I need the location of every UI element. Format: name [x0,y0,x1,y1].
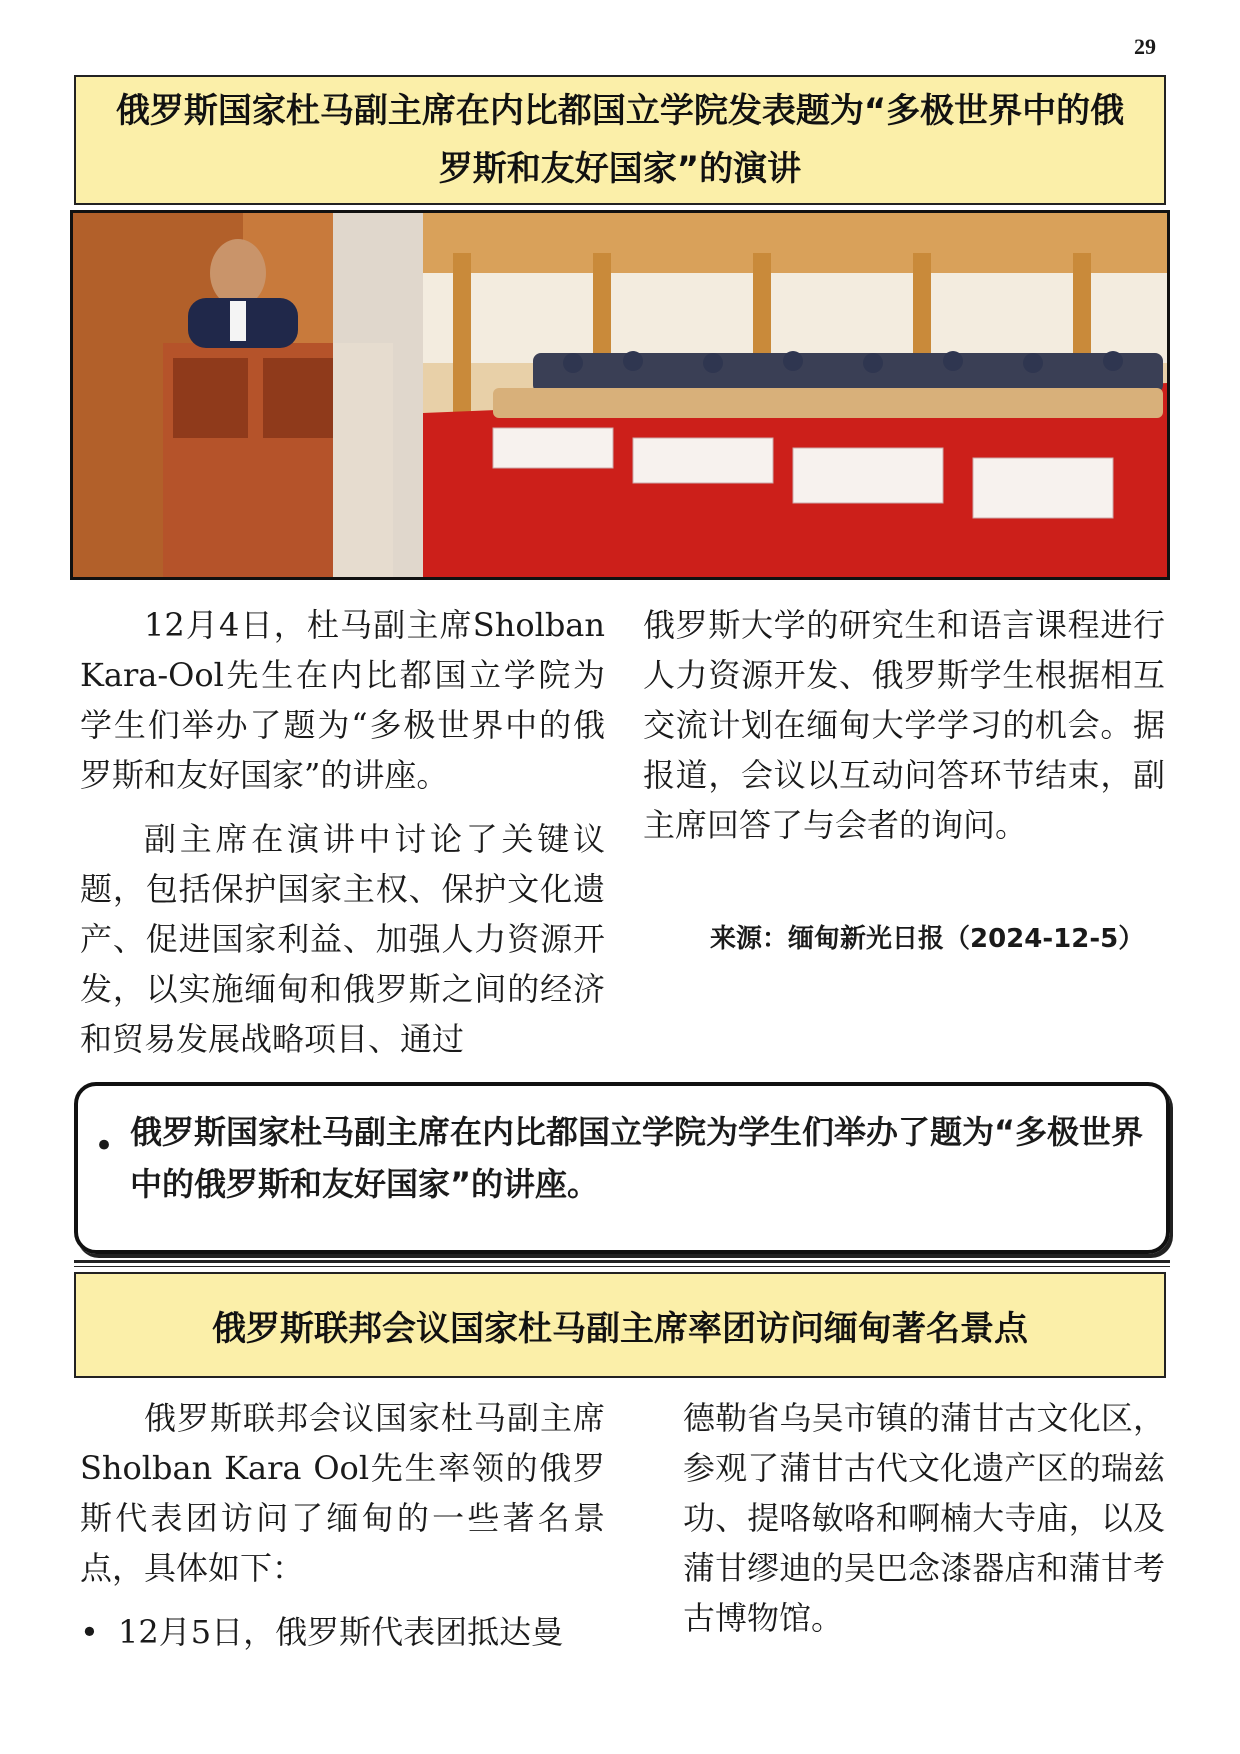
list-item [80,1607,605,1657]
list-item-text: 12月5日，俄罗斯代表团抵达曼 [118,1613,564,1651]
paragraph: 德勒省乌吴市镇的蒲甘古文化区，参观了蒲甘古代文化遗产区的瑞兹功、提咯敏咯和啊楠大寺庙，以及蒲甘缪迪的吴巴念漆器店和蒲甘考古博物馆。 [683,1399,1165,1637]
bullet-icon: • [94,1126,115,1166]
page-number: 29 [1134,34,1156,59]
article-title-text: 俄罗斯联邦会议国家杜马副主席率团访问缅甸著名景点 [212,1308,1028,1349]
paragraph: 副主席在演讲中讨论了关键议题，包括保护国家主权、保护文化遗产、促进国家利益、加强人力资源开发，以实施缅甸和俄罗斯之间的经济和贸易发展战略项目、通过 [80,820,605,1058]
article-right-column [643,600,1165,864]
article-title [74,75,1166,205]
article-right-column [683,1393,1165,1657]
summary-text: 俄罗斯国家杜马副主席在内比都国立学院为学生们举办了题为“多极世界中的俄罗斯和友好国家”的讲座。 [130,1113,1144,1203]
article-title [74,1272,1166,1378]
divider [74,1266,1170,1267]
paragraph: 俄罗斯联邦会议国家杜马副主席Sholban Kara Ool先生率领的俄罗斯代表团访问了缅甸的一些著名景点，具体如下： [80,1399,605,1587]
photo-lecture-hall-icon [73,213,1167,577]
summary-callout [74,1082,1170,1254]
divider [74,1260,1170,1263]
source-citation: 来源：缅甸新光日报（2024-12-5） [710,924,1145,954]
lecture-photo [70,210,1170,580]
bullet-icon: • [80,1613,99,1651]
article-left-column [80,1393,605,1671]
article-left-column [80,600,605,1078]
paragraph: 12月4日，杜马副主席Sholban Kara-Ool先生在内比都国立学院为学生们举办了题为“多极世界中的俄罗斯和友好国家”的讲座。 [80,606,605,794]
paragraph: 俄罗斯大学的研究生和语言课程进行人力资源开发、俄罗斯学生根据相互交流计划在缅甸大学学习的机会。据报道，会议以互动问答环节结束，副主席回答了与会者的询问。 [643,606,1165,844]
article-title-text: 俄罗斯国家杜马副主席在内比都国立学院发表题为“多极世界中的俄罗斯和友好国家”的演讲 [115,91,1125,189]
